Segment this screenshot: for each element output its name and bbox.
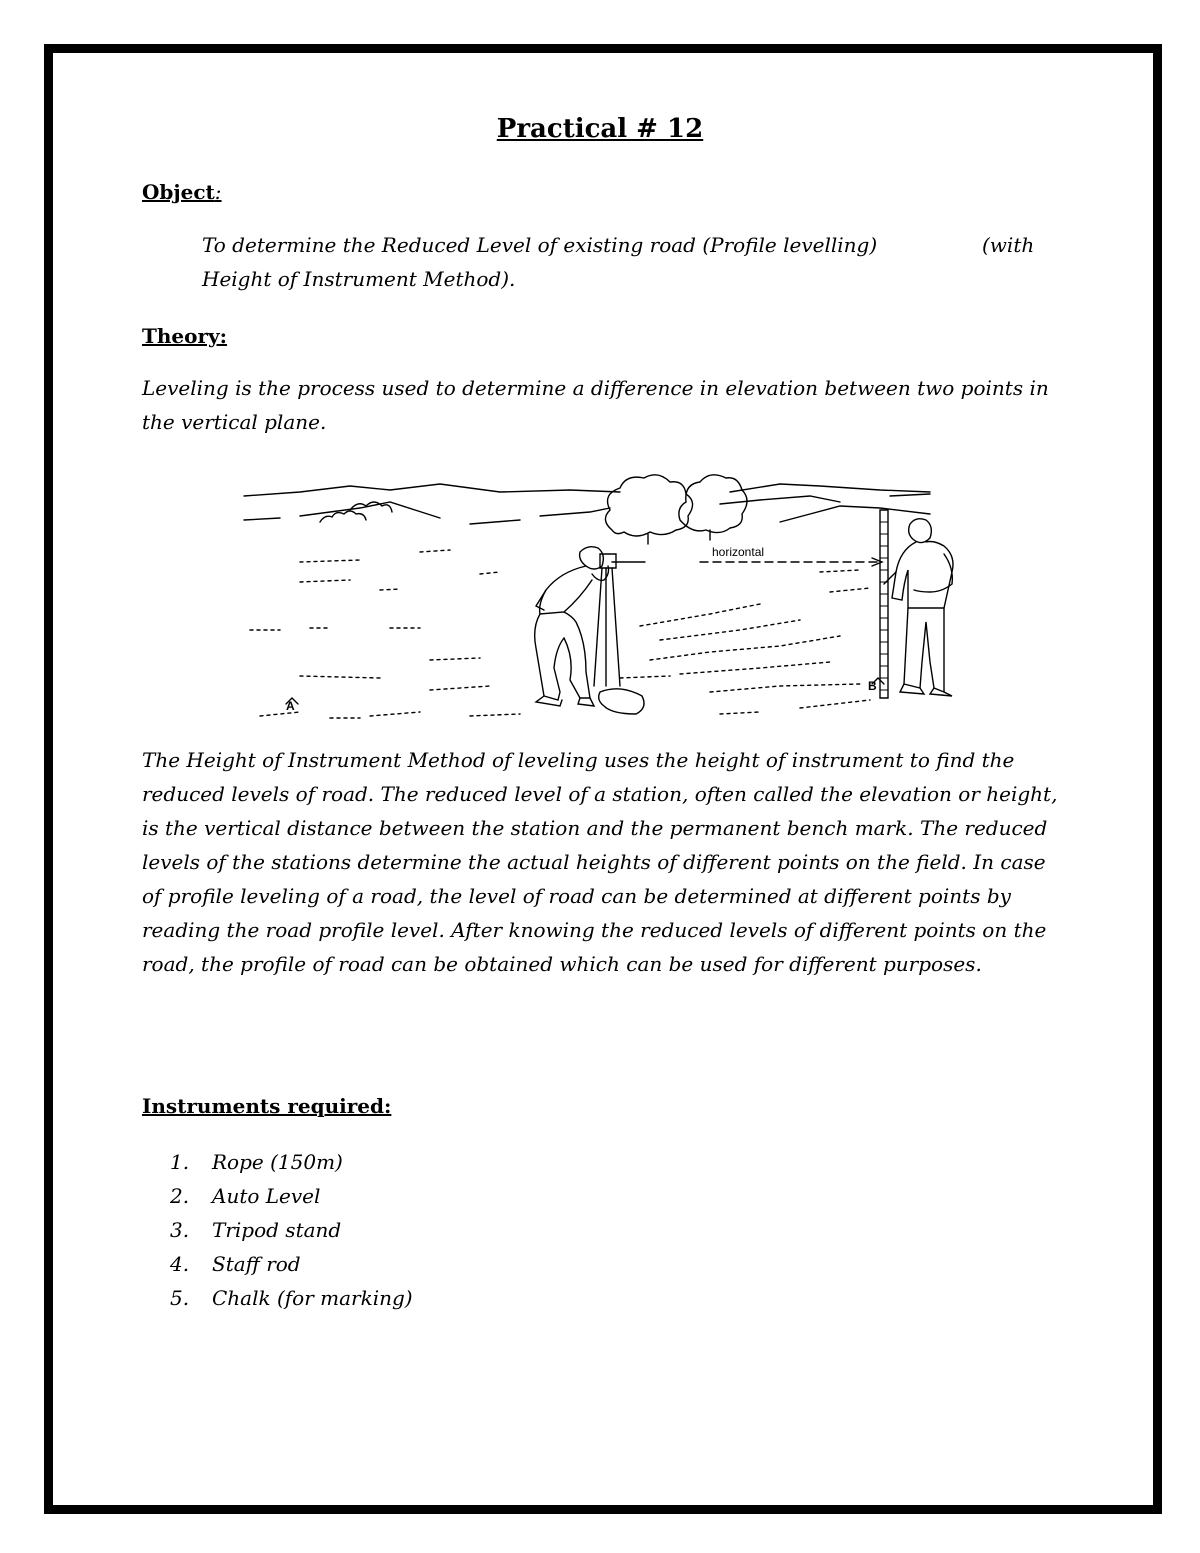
page-title: Practical # 12 <box>496 114 704 144</box>
list-item-number: 4. <box>170 1252 190 1276</box>
list-item-number: 5. <box>170 1286 190 1310</box>
list-item-label: Tripod stand <box>212 1218 342 1242</box>
list-item <box>170 1145 413 1179</box>
object-paragraph <box>202 228 1042 296</box>
list-item-label: Staff rod <box>212 1252 301 1276</box>
figure-label-horizontal: horizontal <box>712 545 765 559</box>
list-item-number: 1. <box>170 1150 190 1174</box>
list-item-label: Chalk (for marking) <box>212 1286 413 1310</box>
object-line-1-text: To determine the Reduced Level of existing road (Profile levelling) <box>202 233 878 257</box>
object-line-2: Height of Instrument Method). <box>202 267 516 291</box>
list-item <box>170 1247 413 1281</box>
list-item-number: 3. <box>170 1218 190 1242</box>
object-heading-colon: : <box>214 180 222 204</box>
list-item <box>170 1281 413 1315</box>
object-heading-label: Object <box>142 180 215 204</box>
list-item <box>170 1179 413 1213</box>
list-item <box>170 1213 413 1247</box>
instruments-heading: Instruments required: <box>142 1094 392 1118</box>
theory-heading: Theory: <box>142 324 228 348</box>
list-item-number: 2. <box>170 1184 190 1208</box>
object-line-1-tail: (with <box>982 233 1035 257</box>
method-paragraph: The Height of Instrument Method of leveling uses the height of instrument to find the reduced levels of road. The reduced level of a station, often called the elevation or height, is the vertical distance between the station and the permanent bench mark. The reduced levels of the stations determine the actual heights of different points on the field. In case of profile leveling of a road, the level of road can be determined at different points by reading the road profile level. After knowing the reduced levels of different points on the road, the profile of road can be obtained which can be used for different purposes. <box>142 748 1058 976</box>
instruments-list <box>170 1145 413 1315</box>
figure-label-b: B <box>868 679 877 693</box>
list-item-label: Rope (150m) <box>212 1150 343 1174</box>
levelling-illustration <box>240 462 962 724</box>
object-line-1 <box>202 228 1042 262</box>
theory-paragraph: Leveling is the process used to determine a difference in elevation between two points in the vertical plane. <box>142 376 1049 434</box>
figure-label-a: A <box>286 699 295 713</box>
object-heading <box>142 180 222 204</box>
list-item-label: Auto Level <box>212 1184 321 1208</box>
